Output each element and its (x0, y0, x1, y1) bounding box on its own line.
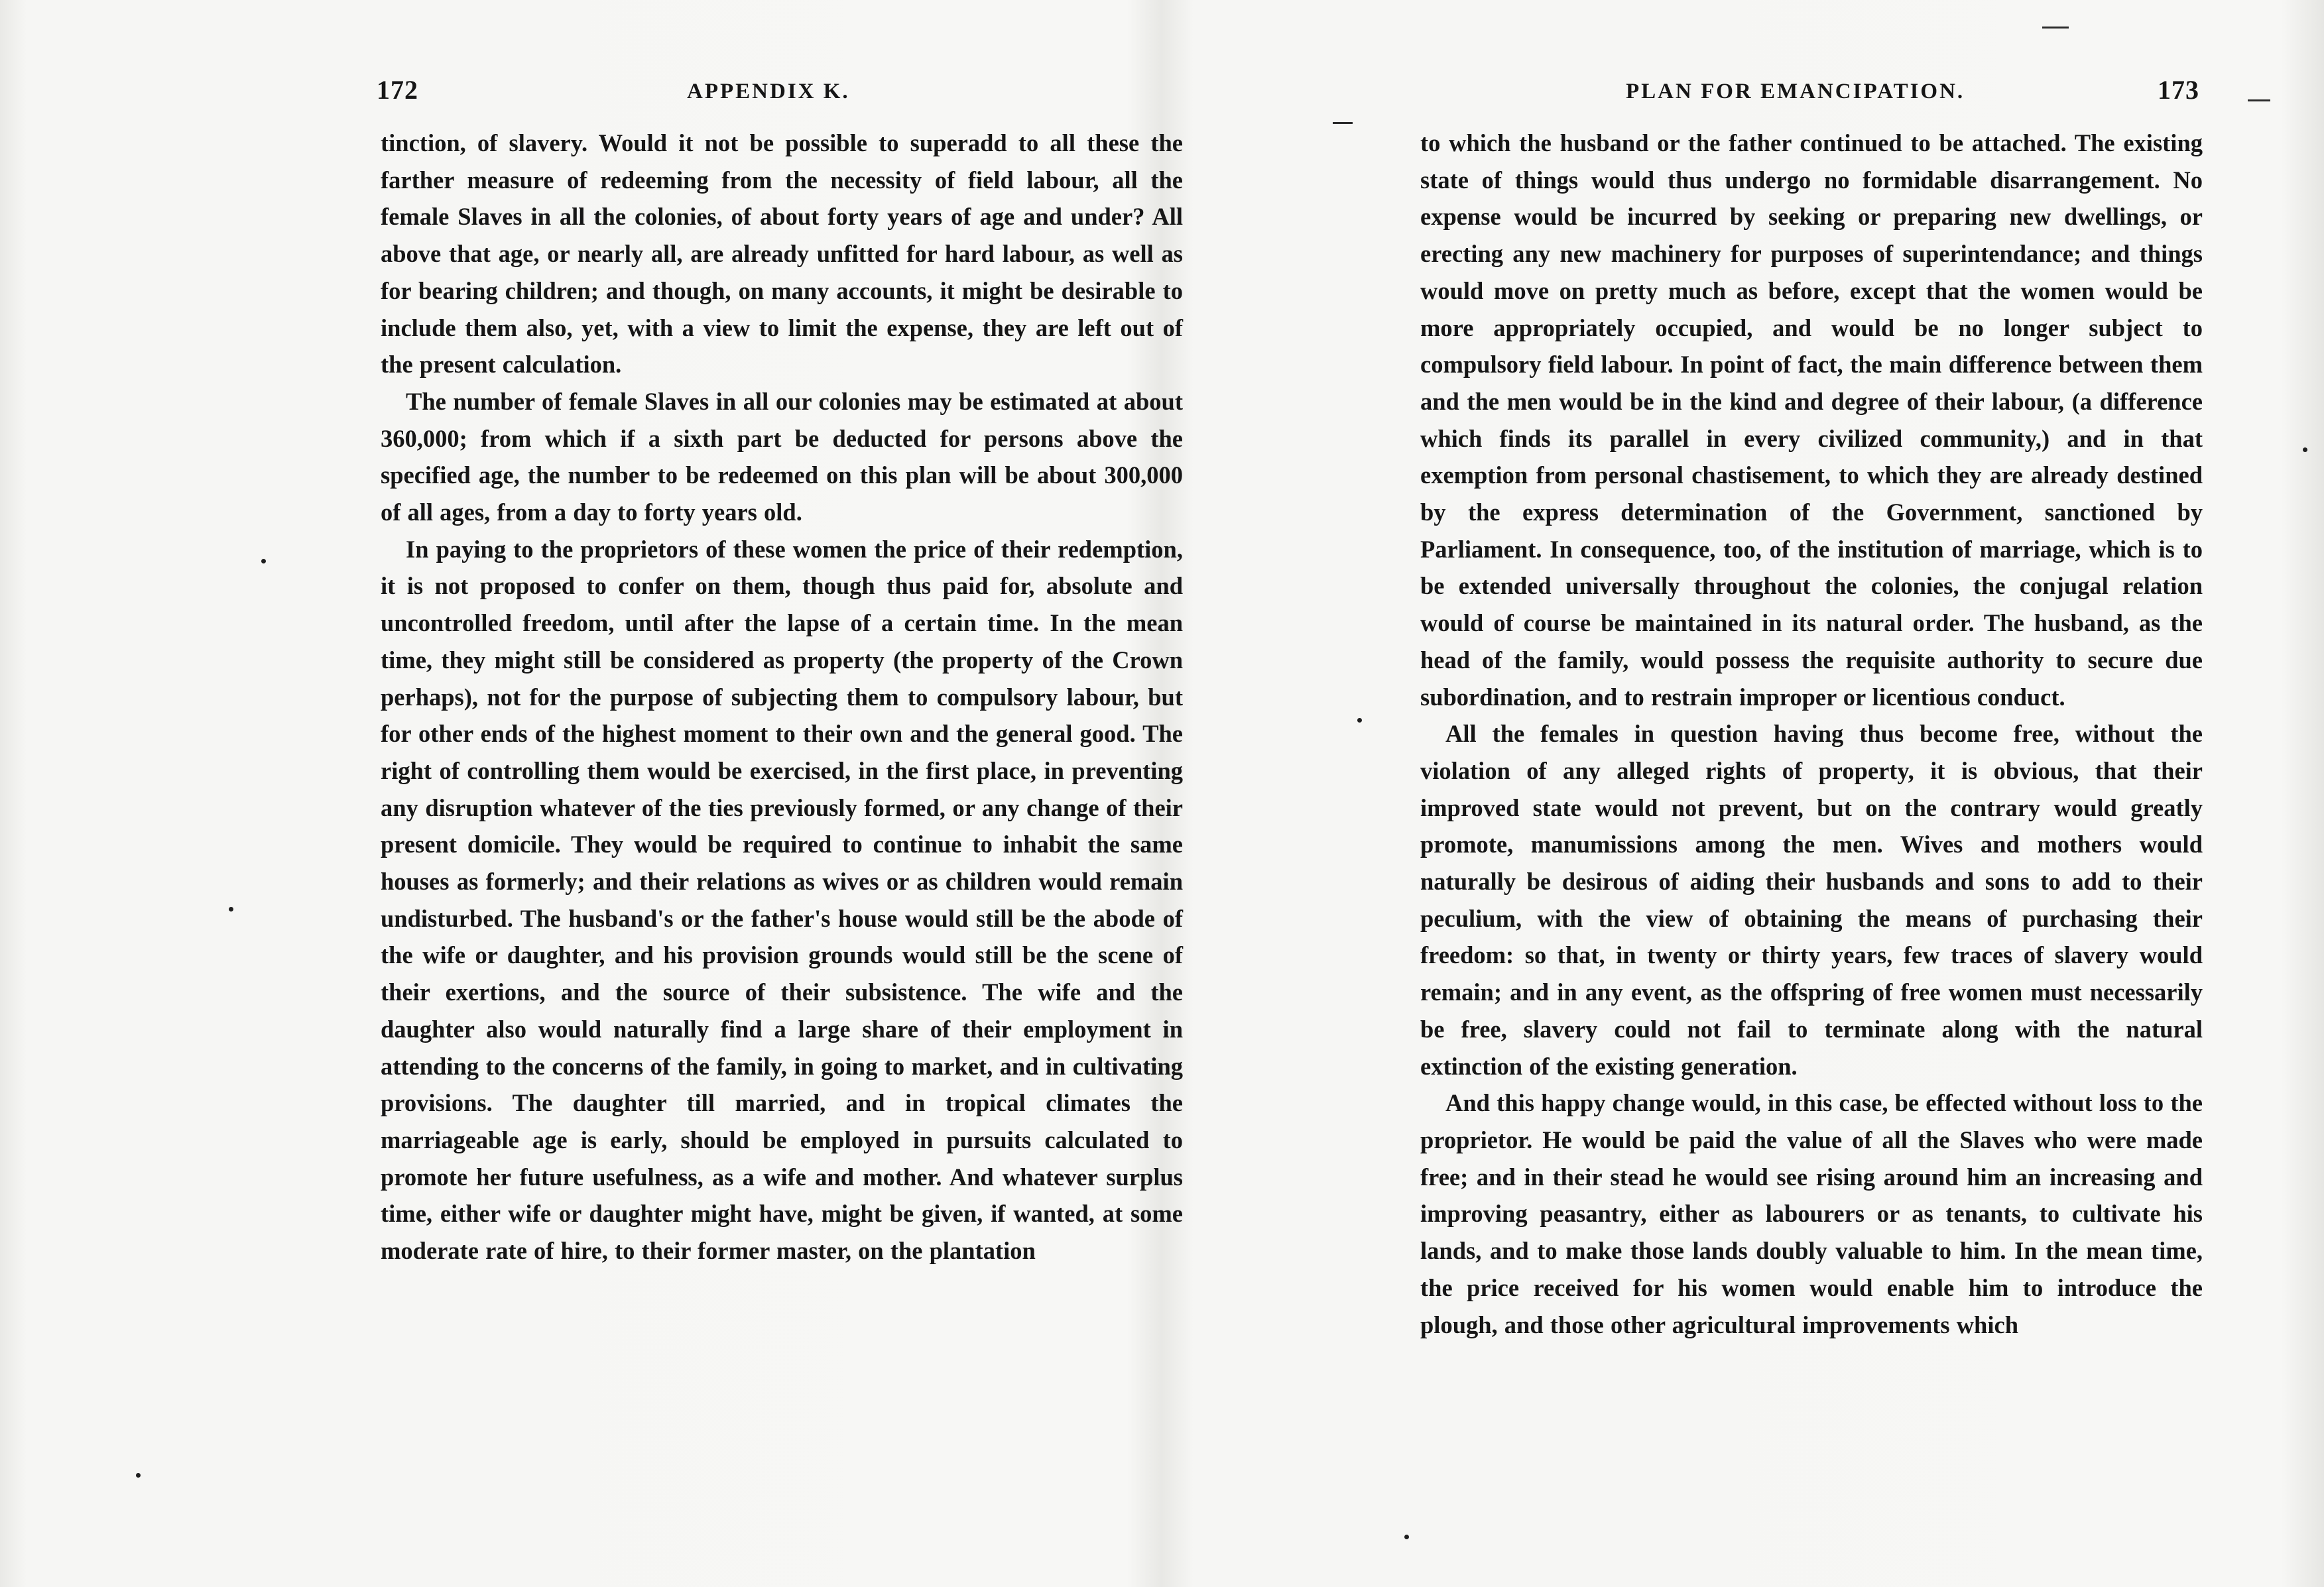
body-text (381, 125, 1183, 1269)
paragraph: And this happy change would, in this case, be effected without loss to the proprietor. He would be paid the value of all the Slaves who were made free; and in their stead he would see rising around him an increasing and improving peasantry, either as labourers or as tenants, to cultivate his lands, and to make those lands doubly valuable to him. In the mean time, the price received for his women would enable him to introduce the plough, and those other agricultural improvements which (1420, 1089, 2203, 1338)
scan-speck (136, 1473, 141, 1478)
paragraph: The number of female Slaves in all our colonies may be estimated at about 360,000; from which if a sixth part be deducted for persons above the specified age, the number to be redeemed on this plan will be about 300,000 of all ages, from a day to forty years old. (381, 387, 1183, 526)
scan-speck (261, 559, 266, 563)
scan-mark (1333, 122, 1353, 124)
paragraph: to which the husband or the father continued to be attached. The existing state of things would thus undergo no formidable disarrangement. No expense would be incurred by seeking or preparing new dwellings, or erecting any new machinery for purposes of superintendance; and things would move on pretty much as before, except that the women would be more appropriately occupied, and would be no longer subject to compulsory field labour. In point of fact, the main difference between them and the men would be in the kind and degree of their labour, (a difference which finds its parallel in every civilized community,) and in that exemption from personal chastisement, to which they are already destined by the express determination of the Government, sanctioned by Parliament. In consequence, too, of the institution of marriage, which is to be extended universally throughout the colonies, the conjugal relation would of course be maintained in its natural order. The husband, as the head of the family, would possess the requisite authority to secure due subordination, and to restrain improper or licentious conduct. (1420, 129, 2203, 711)
page-number: 173 (2158, 75, 2199, 105)
right-page (1162, 0, 2324, 1587)
running-head: APPENDIX K. (687, 80, 850, 103)
scan-speck (1357, 718, 1362, 723)
scan-speck (1404, 1535, 1409, 1539)
paragraph: tinction, of slavery. Would it not be possible to superadd to all these the farther measure of redeeming from the necessity of field labour, all the female Slaves in all the colonies, of about forty years of age and under? All above that age, or nearly all, are already unfitted for hard labour, as well as for bearing children; and though, on many accounts, it might be desirable to include them also, yet, with a view to limit the expense, they are left out of the present calculation. (381, 129, 1183, 379)
page-number: 172 (377, 75, 418, 105)
running-head: PLAN FOR EMANCIPATION. (1626, 80, 1965, 103)
paragraph: In paying to the proprietors of these women the price of their redemption, it is not proposed to confer on them, though thus paid for, absolute and uncontrolled freedom, until after the lapse of a certain time. In the mean time, they might still be considered as property (the property of the Crown perhaps), not for the purpose of subjecting them to compulsory labour, but for other ends of the highest moment to their own and the general good. The right of controlling them would be exercised, in the first place, in preventing any disruption whatever of the ties previously formed, or any change of their present domicile. They would be required to continue to inhabit the same houses as formerly; and their relations as wives or as children would remain undisturbed. The husband's or the father's house would still be the abode of the wife or daughter, and his provision grounds would still be the scene of their exertions, and the source of their subsistence. The wife and the daughter also would naturally find a large share of their employment in attending to the concerns of the family, in going to market, and in cultivating provisions. The daughter till married, and in tropical climates the marriageable age is early, should be employed in pursuits calculated to promote her future usefulness, as a wife and mother. And whatever surplus time, either wife or daughter might have, might be given, if wanted, at some moderate rate of hire, to their former master, on the plantation (381, 535, 1183, 1265)
scan-mark (2042, 27, 2069, 29)
scan-mark (2248, 99, 2270, 101)
paragraph: All the females in question having thus become free, without the violation of any alleged rights of property, it is obvious, that their improved state would not prevent, but on the contrary would greatly promote, manumissions among the men. Wives and mothers would naturally be desirous of aiding their husbands and sons to add to their peculium, with the view of obtaining the means of purchasing their freedom: so that, in twenty or thirty years, few traces of slavery would remain; and in any event, as the offspring of free women must necessarily be free, slavery could not fail to terminate along with the natural extinction of the existing generation. (1420, 720, 2203, 1080)
body-text (1420, 125, 2203, 1343)
scan-speck (229, 907, 233, 911)
scan-speck (2303, 447, 2307, 452)
